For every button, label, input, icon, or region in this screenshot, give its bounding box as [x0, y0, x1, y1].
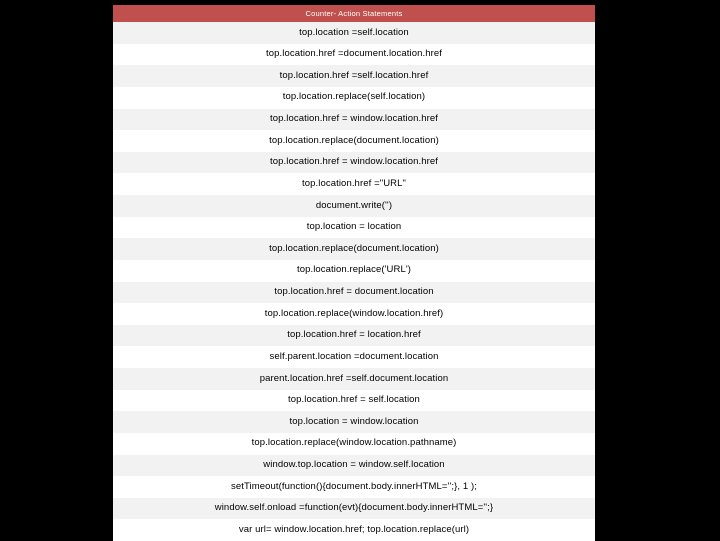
table-row: [113, 87, 595, 109]
table-row: [113, 130, 595, 152]
table-row: [113, 368, 595, 390]
statement-cell: self.parent.location =document.location: [113, 346, 595, 368]
table-header-cell: Counter- Action Statements: [113, 5, 595, 22]
table-row: [113, 260, 595, 282]
statement-cell: top.location.replace(window.location.pathname): [113, 433, 595, 455]
statement-cell: top.location.replace(window.location.href): [113, 303, 595, 325]
table-row: [113, 346, 595, 368]
table-row: [113, 238, 595, 260]
statement-cell: top.location = window.location: [113, 411, 595, 433]
statement-cell: top.location.replace(self.location): [113, 87, 595, 109]
table-row: [113, 411, 595, 433]
statement-cell: top.location.replace('URL'): [113, 260, 595, 282]
table-row: [113, 325, 595, 347]
table-row: [113, 173, 595, 195]
statement-cell: parent.location.href =self.document.location: [113, 368, 595, 390]
table-row: [113, 455, 595, 477]
statement-cell: top.location.href = location.href: [113, 325, 595, 347]
statement-cell: setTimeout(function(){document.body.innerHTML='';}, 1 );: [113, 476, 595, 498]
statement-cell: document.write(''): [113, 195, 595, 217]
table-row: [113, 217, 595, 239]
statement-cell: top.location.href ="URL": [113, 173, 595, 195]
statement-cell: top.location.href = self.location: [113, 390, 595, 412]
table-row: [113, 390, 595, 412]
statement-cell: top.location.href = document.location: [113, 282, 595, 304]
statement-cell: window.top.location = window.self.location: [113, 455, 595, 477]
table-row: [113, 282, 595, 304]
statement-cell: top.location =self.location: [113, 22, 595, 44]
statement-cell: top.location.href =document.location.href: [113, 44, 595, 66]
counter-action-statements-table: [113, 5, 595, 541]
statement-cell: window.self.onload =function(evt){document.body.innerHTML='';}: [113, 498, 595, 520]
counter-action-table-container: [113, 5, 595, 541]
table-row: [113, 44, 595, 66]
statement-cell: top.location = location: [113, 217, 595, 239]
statement-cell: top.location.href = window.location.href: [113, 109, 595, 131]
table-body: [113, 5, 595, 541]
statement-cell: top.location.replace(document.location): [113, 130, 595, 152]
table-row: [113, 433, 595, 455]
table-row: [113, 195, 595, 217]
table-row: [113, 22, 595, 44]
table-header-row: [113, 5, 595, 22]
statement-cell: top.location.href = window.location.href: [113, 152, 595, 174]
statement-cell: var url= window.location.href; top.location.replace(url): [113, 519, 595, 541]
table-row: [113, 498, 595, 520]
table-row: [113, 65, 595, 87]
table-row: [113, 152, 595, 174]
table-row: [113, 476, 595, 498]
statement-cell: top.location.href =self.location.href: [113, 65, 595, 87]
statement-cell: top.location.replace(document.location): [113, 238, 595, 260]
table-row: [113, 303, 595, 325]
table-row: [113, 109, 595, 131]
table-row: [113, 519, 595, 541]
